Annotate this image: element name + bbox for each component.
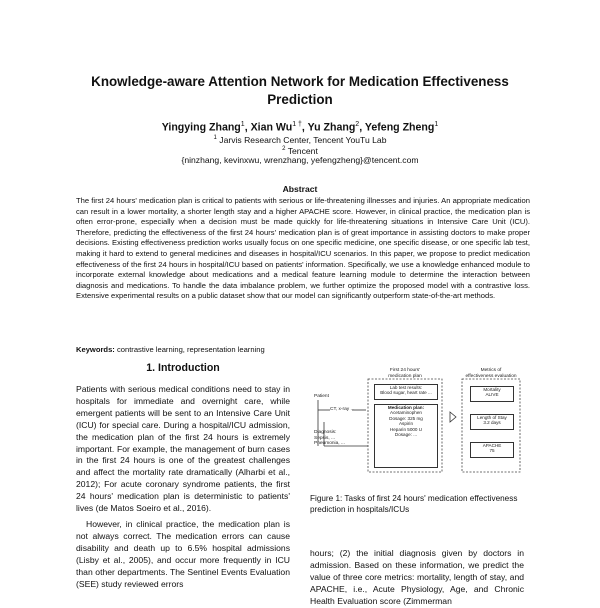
paper-title-line2: Prediction xyxy=(267,92,333,107)
keywords-label: Keywords: xyxy=(76,345,115,354)
diagnosis-note xyxy=(314,430,345,447)
author-list: Yingying Zhang$^1$, Xian $Wu^{1 \dagger}$, Yu Zhang$^2$, Yefeng Zheng$^1$ xyxy=(161,121,439,134)
section-heading: 1. Introduction xyxy=(146,362,220,374)
metric-length-of-stay: Length of Stay 3.2 days xyxy=(470,414,514,430)
affiliation-mark: 2 xyxy=(282,146,286,152)
metric-mortality: Mortality ALIVE xyxy=(470,386,514,402)
author-mark: 1 xyxy=(240,121,245,128)
diagnosis-line: Sepsis, ... xyxy=(314,435,336,441)
intro-paragraph: Patients with serious medical conditions need to stay in hospitals for immediate and overnight care, while emergent patients will be sent to an Intensive Care Unit (ICU) for special care. During a hospital/ICU admission, the medication plan of the first 24 hours is extremely important. For example, the management of burn cases in the first 24 hours is one of the greatest challenges and affect the mortality rate dramatically (Alharbi et al., 2012); For acute coronary syndrome patients, the first 24 hours' medication plan is deterministic to patients' lives (de Matos Soeiro et al., 2016). xyxy=(76,384,290,514)
med-line: Heparin 5000 U xyxy=(389,426,423,432)
keywords-text: contrastive learning, representation learning xyxy=(116,345,265,354)
figure-caption: Figure 1: Tasks of first 24 hours' medication effectiveness prediction in hospitals/ICUs xyxy=(310,494,518,514)
right-column-paragraph: hours; (2) the initial diagnosis given by doctors in admission. Based on these information, we predict the value of three core metrics: mortality, length of stay, and APACHE, i.e., Acute Physiology, Age, and Chronic Health Evaluation score (Zimmerman xyxy=(310,548,524,606)
abstract-body: The first 24 hours' medication plan is critical to patients with serious or life-threatening illnesses and injuries. An appropriate medication can result in a lower mortality, a shorter length stay and a higher APACHE score. However, in clinical practice, the medication plan is often error-prone, especially when a decision must be made quickly for life-threatening situations in Intensive Care Unit (ICU). Therefore, predicting the effectiveness of the first 24 hours' medication plan is of great importance in assisting doctors to make proper decisions. Existing effectiveness prediction works usually focus on one specific medicine, one specific disease, or one specific lab test, making it hard to extend to general medicines and diseases in hospital/ICU scenarios. In this paper, we propose to predict medication effectiveness of the first 24 hours in hospital/ICU based on patients' information. Specifically, we use a knowledge enhanced module to incorporate external knowledge about medications and a medical feature learning module to determine the interaction between diagnosis and medications. To handle the data imbalance problem, we further optimize the proposed model with a contrastive loss. Extensive experimental results on a public dataset show that our model can significantly outperform state-of-the-art methods. xyxy=(76,196,530,301)
med-title: Medication plan: xyxy=(387,405,425,410)
affiliation-text: Tencent xyxy=(287,145,318,156)
med-line: Aspirin xyxy=(398,421,414,427)
author-emails: {ninzhang, kevinxwu, wrenzhang, yefengzheng}@tencent.com xyxy=(181,155,419,165)
paper-title xyxy=(40,73,560,109)
med-line: Dosage: 325 mg xyxy=(389,415,423,421)
author-mark: 2 xyxy=(355,121,360,128)
author-mark: 1 xyxy=(434,121,439,128)
ct-label: CT, x-ray ... xyxy=(330,407,355,412)
med-line: Dosage: ... xyxy=(394,432,418,438)
author-name: Xian Wu xyxy=(250,121,293,134)
intro-paragraph: However, in clinical practice, the medication plan is not always correct. The medication errors can cause disability and death up to 6.5% hospital admissions (Lisby et al., 2005), and occur more frequently in ICU than other departments. The Sentinel Events Evaluation (SEE) study reviewed errors xyxy=(76,518,290,589)
diagnosis-line: Diagnosis: xyxy=(314,430,337,435)
metric-apache: APACHE 75 xyxy=(470,442,514,458)
author-name: Yefeng Zheng xyxy=(364,121,435,134)
plan-header: First 24 hours' medication plan xyxy=(388,368,422,379)
figure-1 xyxy=(310,364,524,486)
metrics-header: Metrics of effectiveness evaluation xyxy=(465,368,517,379)
intro-left-column xyxy=(76,384,290,594)
abstract-heading: Abstract xyxy=(282,184,318,194)
paper-title-line1: Knowledge-aware Attention Network for Medication Effectiveness xyxy=(91,74,509,89)
lab-box: Lab test results: Blood sugar, heart rate ... xyxy=(374,384,438,400)
author-mark: 1 † xyxy=(292,121,302,128)
keywords xyxy=(76,345,530,355)
affiliation-mark: 1 xyxy=(213,135,217,141)
intro-right-column xyxy=(310,548,524,608)
affiliation-text: Jarvis Research Center, Tencent YouTu Lab xyxy=(219,134,387,145)
author-name: Yingying Zhang xyxy=(161,121,241,134)
patient-label: Patient xyxy=(314,394,329,399)
med-line: Acetaminophen xyxy=(390,410,422,416)
medication-box xyxy=(374,404,438,468)
author-name: Yu Zhang xyxy=(307,121,356,134)
diagnosis-line: Pneumonia, ... xyxy=(314,441,345,447)
